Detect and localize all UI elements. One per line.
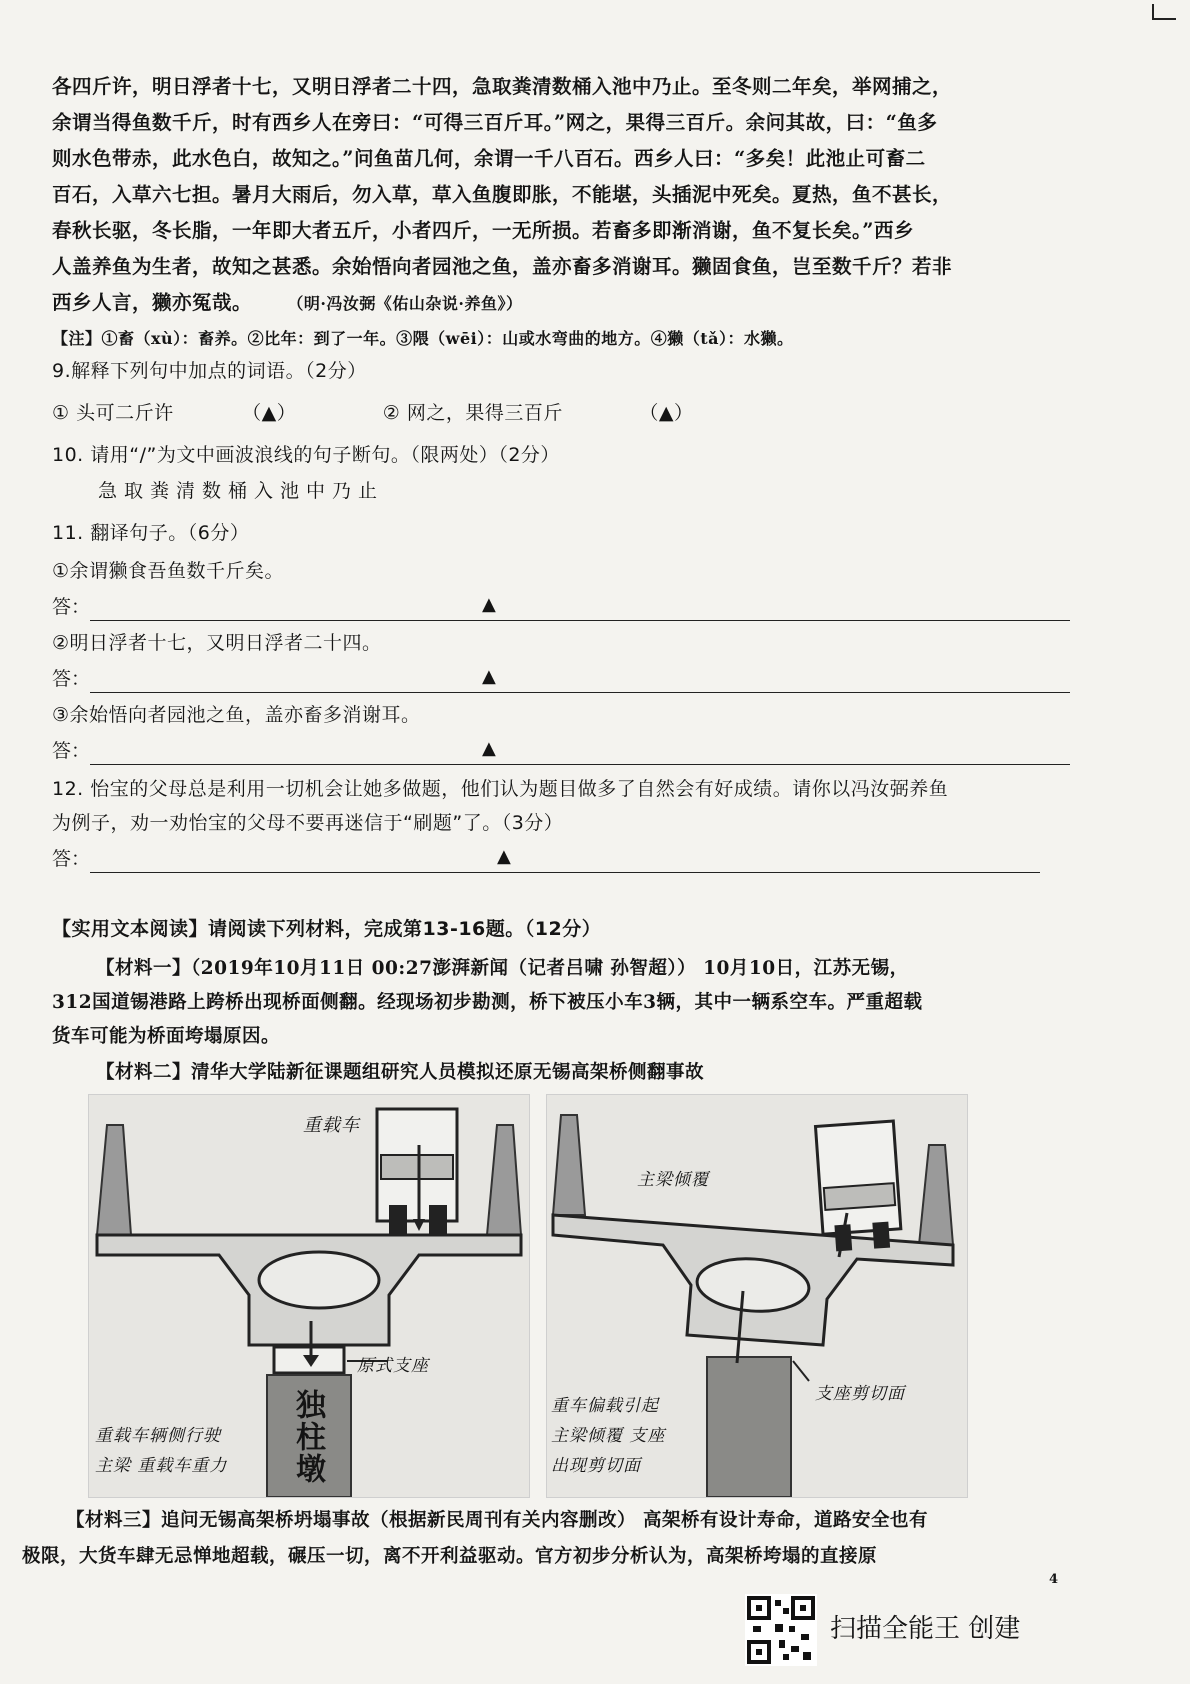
material1-line1: 【材料一】（2019年10月11日 00:27澎湃新闻（记者吕啸 孙智超）） 10月10日，江苏无锡， [96, 958, 909, 979]
bridge-figure-tilted [546, 1094, 968, 1498]
caption-left-1: 重载车辆侧行驶 [95, 1426, 221, 1446]
answer-label: 答： [52, 848, 91, 870]
q11-prompt: 11. 翻译句子。（6分） [52, 522, 250, 544]
material3-line1: 【材料三】追问无锡高架桥坍塌事故（根据新民周刊有关内容删改） 高架桥有设计寿命，道路安全也有 [66, 1510, 928, 1531]
q11-s3: ③余始悟向者园池之鱼，盖亦畜多消谢耳。 [52, 704, 421, 726]
q11-answer2[interactable] [52, 664, 1070, 694]
material1-line3: 货车可能为桥面垮塌原因。 [52, 1026, 281, 1047]
material2-title: 【材料二】清华大学陆新征课题组研究人员模拟还原无锡高架桥侧翻事故 [96, 1062, 705, 1083]
passage-line: 则水色带赤，此水色白，故知之。”问鱼苗几何，余谓一千八百石。西乡人曰：“多矣！此池止可畜二 [52, 147, 926, 170]
caption-right-2: 主梁倾覆 支座 [551, 1426, 666, 1446]
q9-blank1[interactable]: （▲） [242, 402, 297, 424]
answer-rule [90, 764, 1070, 765]
practical-heading: 【实用文本阅读】请阅读下列材料，完成第13-16题。（12分） [52, 918, 602, 940]
passage-line: 春秋长驱，冬长脂，一年即大者五斤，小者四斤，一无所损。若畜多即渐消谢，鱼不复长矣。”西乡 [52, 219, 914, 242]
passage-line: 人盖养鱼为生者，故知之甚悉。余始悟向者园池之鱼，盖亦畜多消谢耳。獭固食鱼，岂至数千斤？若非 [52, 255, 953, 278]
caption-right-3: 出现剪切面 [551, 1456, 641, 1476]
passage-source: （明·冯汝弼《佑山杂说·养鱼》） [287, 294, 523, 313]
q11-answer3[interactable] [52, 736, 1070, 766]
q11-answer1[interactable] [52, 592, 1070, 622]
answer-rule [90, 620, 1070, 621]
bridge-figure-normal [88, 1094, 530, 1498]
q9-item2: ② 网之，果得三百斤 [382, 402, 563, 424]
caption-left-2: 主梁 重载车重力 [95, 1456, 228, 1476]
answer-mark: ▲ [482, 594, 496, 615]
passage-line: 余谓当得鱼数千斤，时有西乡人在旁曰：“可得三百斤耳。”网之，果得三百斤。余问其故，曰：“鱼多 [52, 111, 938, 134]
q12-line1: 12. 怡宝的父母总是利用一切机会让她多做题，他们认为题目做多了自然会有好成绩。请你以冯汝弼养鱼 [52, 778, 949, 800]
answer-rule [90, 692, 1070, 693]
q12-answer[interactable] [52, 844, 1040, 874]
passage-line: 各四斤许，明日浮者十七，又明日浮者二十四，急取粪清数桶入池中乃止。至冬则二年矣，举网捕之， [52, 75, 953, 98]
label-shear-plane: 支座剪切面 [815, 1384, 905, 1404]
material1-line2: 312国道锡港路上跨桥出现桥面侧翻。经现场初步勘测，桥下被压小车3辆，其中一辆系空车。严重超载 [52, 992, 923, 1013]
label-girder-tilt: 主梁倾覆 [637, 1170, 709, 1190]
answer-mark: ▲ [482, 738, 496, 759]
page-number: 4 [1048, 1572, 1058, 1587]
answer-label: 答： [52, 596, 91, 618]
q9-prompt: 9.解释下列句中加点的词语。（2分） [52, 360, 367, 382]
caption-right-1: 重车偏载引起 [551, 1396, 659, 1416]
qr-code-icon [745, 1594, 817, 1666]
label-single-pier: 独柱墩 [290, 1389, 325, 1485]
corner-mark [1152, 4, 1176, 20]
scanner-watermark: 扫描全能王 创建 [830, 1614, 1021, 1644]
answer-rule [90, 872, 1040, 873]
material3-line2: 极限，大货车肆无忌惮地超载，碾压一切，离不开利益驱动。官方初步分析认为，高架桥垮塌的直接原 [22, 1546, 878, 1567]
passage-line: 百石，入草六七担。暑月大雨后，勿入草，草入鱼腹即胀，不能堪，头插泥中死矣。夏热，鱼不甚长， [52, 183, 953, 206]
q9-item1: ① 头可二斤许 [52, 402, 174, 424]
passage-text: 西乡人言，獭亦冤哉。 [52, 291, 253, 314]
q9-blank2[interactable]: （▲） [639, 402, 694, 424]
answer-label: 答： [52, 668, 91, 690]
label-original-bearing: 原式支座 [357, 1356, 429, 1376]
q9-items [52, 398, 1078, 428]
q10-prompt: 10. 请用“/”为文中画波浪线的句子断句。（限两处）（2分） [52, 444, 560, 466]
passage-line-last [52, 288, 1078, 319]
q11-s2: ②明日浮者十七，又明日浮者二十四。 [52, 632, 382, 654]
q10-sentence: 急取粪清数桶入池中乃止 [98, 480, 385, 502]
label-heavy-truck: 重载车 [303, 1115, 360, 1136]
q11-s1: ①余谓獭食吾鱼数千斤矣。 [52, 560, 285, 582]
answer-mark: ▲ [482, 666, 496, 687]
answer-label: 答： [52, 740, 91, 762]
q12-line2: 为例子，劝一劝怡宝的父母不要再迷信于“刷题”了。（3分） [52, 812, 564, 834]
answer-mark: ▲ [497, 846, 511, 867]
passage-note: 【注】①畜（xù）：畜养。②比年：到了一年。③隈（wēi）：山或水弯曲的地方。④獭（tǎ）：水獭。 [52, 329, 794, 348]
